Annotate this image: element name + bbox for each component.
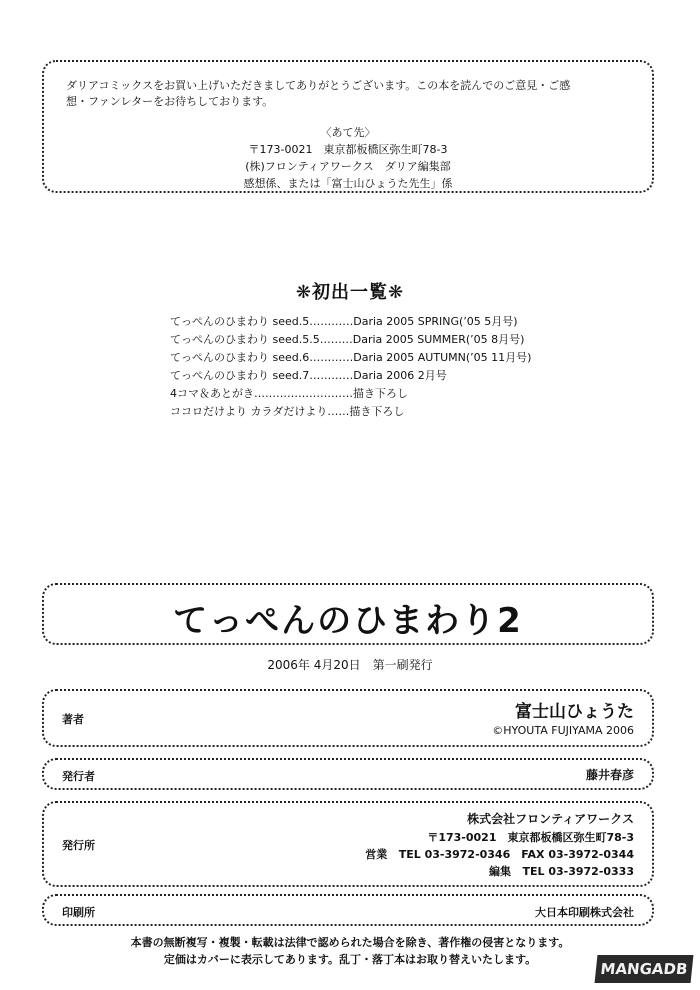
editorial-row — [489, 863, 634, 879]
address-heading: 〈あて先〉 — [320, 126, 376, 139]
sales-contact: TEL 03-3972-0346 FAX 03-3972-0344 — [398, 848, 634, 861]
editorial-label: 編集 — [488, 865, 511, 878]
editorial-contact: TEL 03-3972-0333 — [522, 865, 634, 878]
work-source: Daria 2005 AUTUMN(’05 11月号) — [353, 351, 532, 364]
publisher-address: 〒173-0021 東京都板橋区弥生町78-3 — [427, 831, 634, 844]
work-name: てっぺんのひまわり seed.5.5 — [170, 333, 320, 346]
first-appearance-title: ❋初出一覧❋ — [295, 282, 405, 303]
first-appearance-list — [170, 313, 531, 421]
watermark-logo: MANGADB — [595, 955, 694, 983]
publisher-person-box — [42, 758, 654, 790]
publisher-person: 藤井春彦 — [585, 768, 634, 782]
printer-name: 大日本印刷株式会社 — [535, 906, 634, 919]
leader-dots: ……… — [319, 333, 353, 346]
work-source: Daria 2005 SUMMER(’05 8月号) — [352, 333, 525, 346]
message-line-1: ダリアコミックスをお買い上げいただきましてありがとうございます。この本を読んでのご意見・ご感 — [66, 79, 571, 92]
copyright: ©HYOUTA FUJIYAMA 2006 — [492, 724, 634, 737]
work-name: 4コマ＆あとがき — [170, 387, 254, 400]
leader-dots: ………… — [309, 351, 354, 364]
book-title-box — [42, 583, 654, 645]
publisher-name: 株式会社フロンティアワークス — [467, 812, 634, 826]
reader-message-box — [42, 60, 654, 193]
work-name: てっぺんのひまわり seed.6 — [170, 351, 310, 364]
leader-dots: ……………………… — [254, 387, 353, 400]
list-item — [170, 403, 531, 421]
publisher-label: 発行所 — [62, 839, 95, 852]
sales-row — [365, 846, 634, 862]
author-box — [42, 689, 654, 747]
printer-box — [42, 894, 654, 926]
list-item — [170, 313, 531, 331]
work-source: 描き下ろし — [349, 405, 405, 418]
leader-dots: …… — [327, 405, 350, 418]
publisher-box — [42, 801, 654, 887]
work-name: てっぺんのひまわり seed.5 — [170, 315, 310, 328]
book-title: てっぺんのひまわり2 — [173, 601, 523, 641]
price-notice: 定価はカバーに表示してあります。乱丁・落丁本はお取り替えいたします。 — [163, 953, 537, 966]
list-item — [170, 349, 531, 367]
list-item — [170, 367, 531, 385]
author-label: 著者 — [62, 713, 84, 726]
copyright-notice: 本書の無断複写・複製・転載は法律で認められた場合を除き、著作権の侵害となります。 — [130, 936, 570, 949]
address-line-3: 感想係、または「富士山ひょうた先生」係 — [243, 177, 453, 190]
address-line-1: 〒173-0021 東京都板橋区弥生町78-3 — [248, 143, 448, 156]
sales-label: 営業 — [365, 848, 388, 861]
author-name: 富士山ひょうた — [515, 702, 634, 722]
work-name: てっぺんのひまわり seed.7 — [170, 369, 310, 382]
address-line-2: (株)フロンティアワークス ダリア編集部 — [245, 160, 451, 173]
publisher-person-label: 発行者 — [62, 770, 95, 783]
address-block — [44, 124, 652, 192]
printer-label: 印刷所 — [62, 906, 95, 919]
list-item — [170, 385, 531, 403]
work-source: 描き下ろし — [353, 387, 408, 400]
leader-dots: ………… — [309, 315, 354, 328]
work-name: ココロだけより カラダだけより — [170, 405, 328, 418]
message-line-2: 想・ファンレターをお待ちしております。 — [66, 95, 274, 108]
work-source: Daria 2005 SPRING(’05 5月号) — [353, 315, 518, 328]
list-item — [170, 331, 531, 349]
leader-dots: ………… — [309, 369, 354, 382]
publication-date: 2006年 4月20日 第一刷発行 — [267, 658, 433, 672]
work-source: Daria 2006 2月号 — [353, 369, 447, 382]
